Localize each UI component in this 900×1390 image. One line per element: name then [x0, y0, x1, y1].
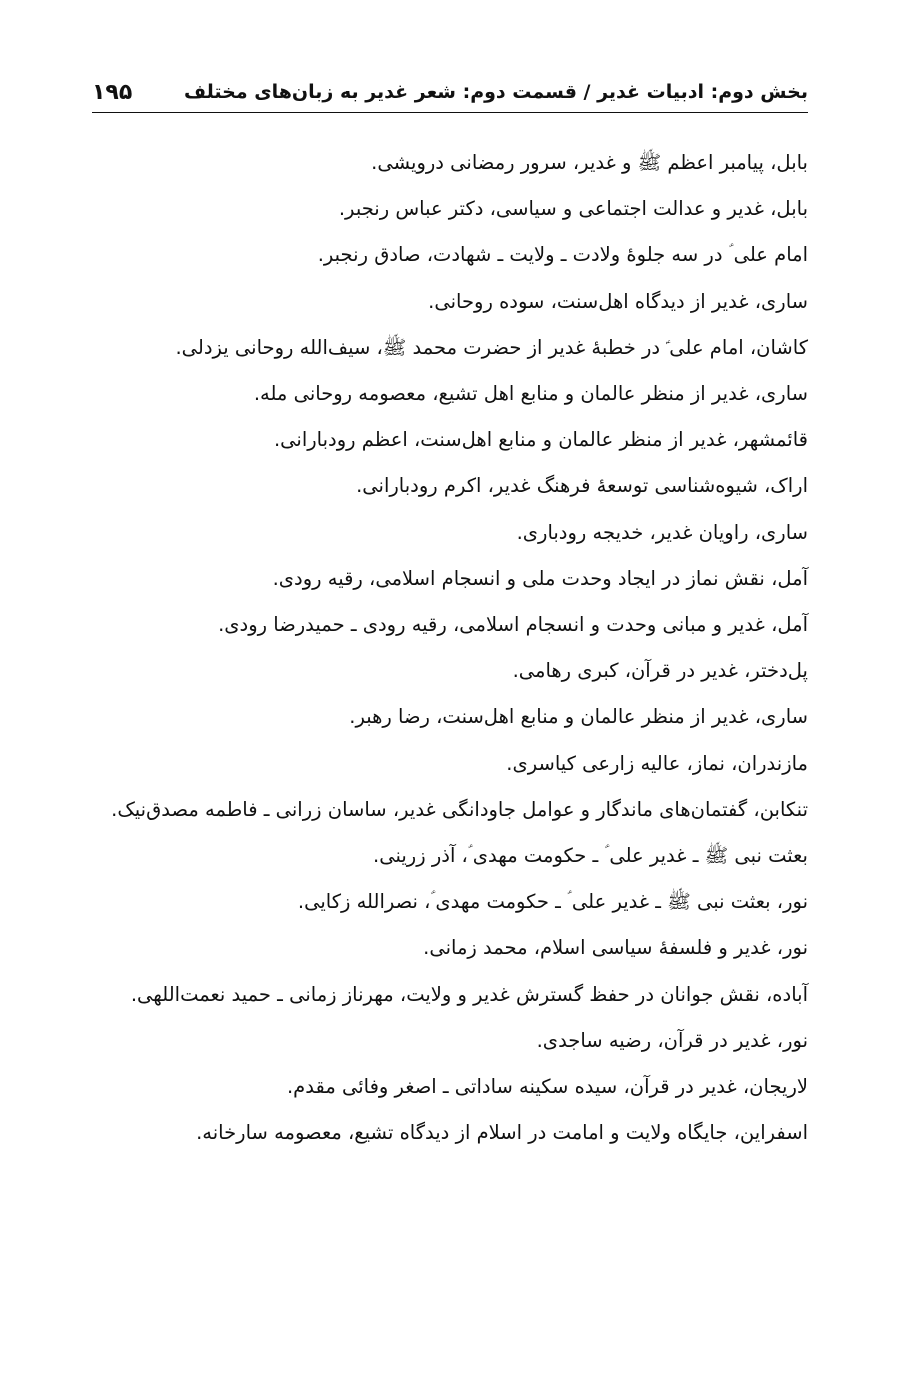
- running-head: [92, 72, 808, 113]
- list-item: بعثت نبی ﷺ ـ غدیر علی ؑ ـ حکومت مهدی ؑ، آذر زرینی.: [373, 844, 808, 868]
- list-item: نور، بعثت نبی ﷺ ـ غدیر علی ؑ ـ حکومت مهدی ؑ، نصرالله زکایی.: [297, 890, 808, 914]
- list-item: بابل، غدیر و عدالت اجتماعی و سیاسی، دکتر عباس رنجبر.: [338, 197, 808, 221]
- list-item: ساری، راویان غدیر، خدیجه رودباری.: [516, 520, 808, 544]
- bibliography-list: [92, 140, 808, 1156]
- list-item: بابل، پیامبر اعظم ﷺ و غدیر، سرور رمضانی درویشی.: [371, 151, 808, 174]
- running-head-title: بخش دوم: ادبیات غدیر / قسمت دوم: شعر غدیر به زبان‌های مختلف: [183, 81, 808, 103]
- list-item: ساری، غدیر از منظر عالمان و منابع اهل‌سنت، رضا رهبر.: [349, 705, 808, 729]
- list-item: تنکابن، گفتمان‌های ماندگار و عوامل جاودانگی غدیر، ساسان زرانی ـ فاطمه مصدق‌نیک.: [111, 797, 808, 821]
- list-item: امام علی ؑ در سه جلوهٔ ولادت ـ ولایت ـ شهادت، صادق رنجبر.: [317, 243, 808, 267]
- list-item: ساری، غدیر از منظر عالمان و منابع اهل تشیع، معصومه روحانی مله.: [253, 382, 808, 406]
- list-item: آباده، نقش جوانان در حفظ گسترش غدیر و ولایت، مهرناز زمانی ـ حمید نعمت‌اللهی.: [130, 982, 808, 1006]
- list-item: نور، غدیر و فلسفهٔ سیاسی اسلام، محمد زمانی.: [423, 936, 808, 960]
- list-item: آمل، نقش نماز در ایجاد وحدت ملی و انسجام اسلامی، رقیه رودی.: [272, 566, 808, 590]
- list-item: پل‌دختر، غدیر در قرآن، کبری رهامی.: [512, 659, 808, 683]
- list-item: لاریجان، غدیر در قرآن، سیده سکینه ساداتی ـ اصغر وفائی مقدم.: [286, 1075, 808, 1099]
- list-item: اراک، شیوه‌شناسی توسعهٔ فرهنگ غدیر، اکرم رودبارانی.: [356, 474, 808, 498]
- list-item: ساری، غدیر از دیدگاه اهل‌سنت، سوده روحانی.: [428, 289, 808, 313]
- list-item: اسفراین، جایگاه ولایت و امامت در اسلام از دیدگاه تشیع، معصومه سارخانه.: [196, 1121, 808, 1145]
- page-number: ۱۹۵: [92, 79, 133, 105]
- list-item: قائمشهر، غدیر از منظر عالمان و منابع اهل‌سنت، اعظم رودبارانی.: [273, 428, 808, 452]
- list-item: مازندران، نماز، عالیه زارعی کیاسری.: [506, 751, 808, 775]
- list-item: کاشان، امام علی ؑ در خطبهٔ غدیر از حضرت محمد ﷺ، سیف‌الله روحانی یزدلی.: [175, 335, 808, 359]
- list-item: نور، غدیر در قرآن، رضیه ساجدی.: [536, 1028, 808, 1052]
- list-item: آمل، غدیر و مبانی وحدت و انسجام اسلامی، رقیه رودی ـ حمیدرضا رودی.: [218, 613, 808, 637]
